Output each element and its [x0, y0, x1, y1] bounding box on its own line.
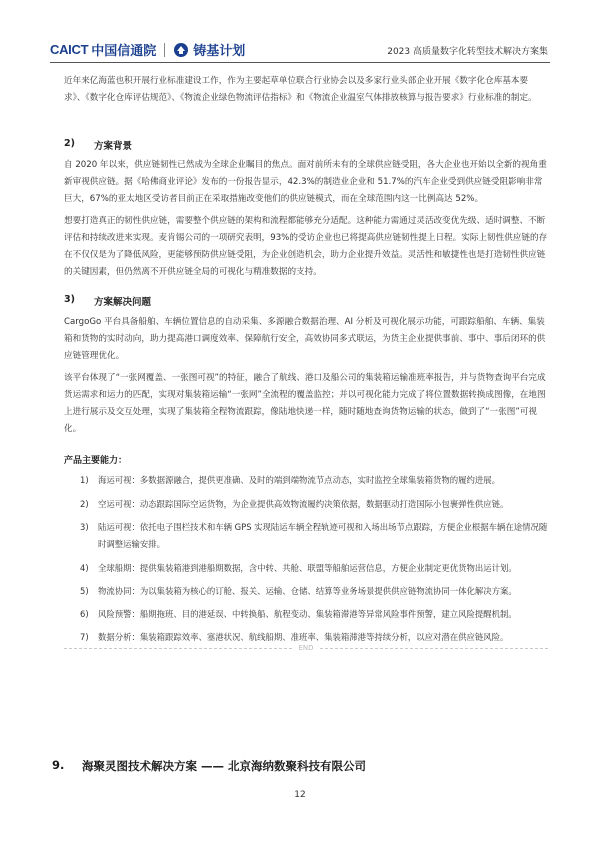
report-title: 2023 高质量数字化转型技术解决方案集 — [387, 47, 548, 57]
chapter-title: 海聚灵图技术解决方案 —— 北京海纳数聚科技有限公司 — [82, 759, 367, 773]
header-logo — [50, 40, 245, 59]
item-text: 全球船期：提供集装箱港到港船期数据，含中转、共舱、联盟等船舶运营信息，方便企业制定更优货物出运计划。 — [98, 563, 517, 573]
header-rule — [50, 62, 550, 63]
logo-divider — [164, 43, 165, 57]
capability-item — [80, 583, 550, 600]
page-number: 12 — [294, 790, 306, 800]
end-marker: END — [298, 644, 314, 652]
item-number: 2) — [80, 499, 89, 509]
section-heading-background — [64, 138, 132, 152]
item-number: 1) — [80, 475, 89, 485]
capability-item — [80, 496, 550, 513]
item-number: 7) — [80, 632, 89, 642]
background-paragraph-1: 自 2020 年以来，供应链韧性已然成为全球企业瞩目的焦点。面对前所未有的全球供应链受阻，各大企业也开始以全新的视角重新审视供应链。据《哈佛商业评论》发布的一份报告显示，42.3%的制造业企业和 51.7%的汽车企业受到供应链受阻影响非常巨大，67%的亚太地区受访者目前正在采取措施改变他们的供应链模式，而在全球范围内这一比例高达 52%。 — [64, 160, 547, 204]
capability-item — [80, 472, 550, 489]
capability-item — [80, 606, 550, 623]
item-text: 空运可视：动态跟踪国际空运货物，为企业提供高效物流履约决策依据，数据驱动打造国际小包裹弹性供应链。 — [98, 499, 509, 509]
item-text: 风险预警：船期拖班、目的港延误、中转换船、航程变动、集装箱滞港等异常风险事件预警，建立风险提醒机制。 — [98, 609, 517, 619]
item-text: 数据分析：集装箱跟踪效率、塞港状况、航线船期、准班率、集装箱滞港等持续分析，以应对潜在供应链风险。 — [98, 632, 509, 642]
item-text: 物流协同：为以集装箱为核心的订舱、报关、运输、仓储、结算等业务场景提供供应链物流协同一体化解决方案。 — [98, 586, 517, 596]
problems-paragraph-2: 该平台体现了“一张网覆盖、一张图可视”的特征，融合了航线、港口及船公司的集装箱运输准班率报告，并与货物查询平台完成货运需求和运力的匹配，实现对集装箱运输“一张网”全流程的覆盖监控；并以可视化能力完成了将位置数据转换成图像，在地图上进行展示及交互处理，实现了集装箱全程物流跟踪，像陆地快递一样，随时随地查询货物运输的状态，做到了“一张图”可视化。 — [64, 373, 546, 434]
section-heading-problems — [64, 294, 151, 308]
item-number: 4) — [80, 563, 89, 573]
item-number: 5) — [80, 586, 89, 596]
caict-logo-text: CAICT — [50, 42, 89, 57]
divider-line-left — [64, 648, 292, 649]
capabilities-heading: 产品主要能力： — [64, 456, 128, 466]
end-divider — [64, 644, 548, 652]
item-text: 海运可视：多数据源融合，提供更准确、及时的端到端物流节点动态，实时监控全球集装箱货物的履约进展。 — [98, 475, 500, 485]
program-name: 铸基计划 — [193, 44, 246, 59]
item-number: 6) — [80, 609, 89, 619]
capability-item — [80, 519, 550, 553]
capability-item — [80, 560, 550, 577]
zhuji-logo-icon — [173, 42, 189, 58]
section-number: 2) — [64, 138, 75, 149]
section-number: 3) — [64, 294, 75, 305]
problems-paragraph-1: CargoGo 平台具备船舶、车辆位置信息的自动采集、多源融合数据治理、AI 分析及可视化展示功能，可跟踪船舶、车辆、集装箱和货物的实时动向，助力提高港口调度效率、保障航行安全，高效协同多式联运，为货主企业提供事前、事中、事后闭环的供应链管理优化。 — [64, 317, 546, 361]
background-paragraph-2: 想要打造真正的韧性供应链，需要整个供应链的架构和流程都能够充分适配。这种能力需通过灵活改变优先级、适时调整、不断评估和持续改进来实现。麦肯锡公司的一项研究表明，93%的受访企业也已将提高供应链韧性提上日程。实际上韧性供应链的存在不仅仅是为了降低风险，更能够预防供应链受阻，为企业创造机会，助力企业提升效益。灵活性和敏捷性也是打造韧性供应链的关键因素，但仍然离不开供应链全局的可视化与精准数据的支持。 — [64, 216, 548, 277]
intro-paragraph: 近年来亿海蓝也积开展行业标准建设工作，作为主要起草单位联合行业协会以及多家行业头部企业开展《数字化仓库基本要求》、《数字化仓库评估规范》、《物流企业绿色物流评估指标》和《物流企业温室气体排放核算与报告要求》行业标准的制定。 — [64, 76, 537, 103]
divider-line-right — [320, 648, 548, 649]
section-title: 方案解决问题 — [94, 297, 152, 308]
section-title: 方案背景 — [94, 141, 133, 152]
item-text: 陆运可视：依托电子围栏技术和车辆 GPS 实现陆运车辆全程轨迹可视和入场出场节点跟踪，方便企业根据车辆在途情况随时调整运输安排。 — [98, 522, 548, 549]
caict-org-name: 中国信通院 — [91, 44, 157, 59]
item-number: 3) — [80, 522, 89, 532]
chapter-heading — [52, 758, 366, 774]
chapter-number: 9. — [52, 758, 65, 772]
page-header — [0, 0, 600, 68]
